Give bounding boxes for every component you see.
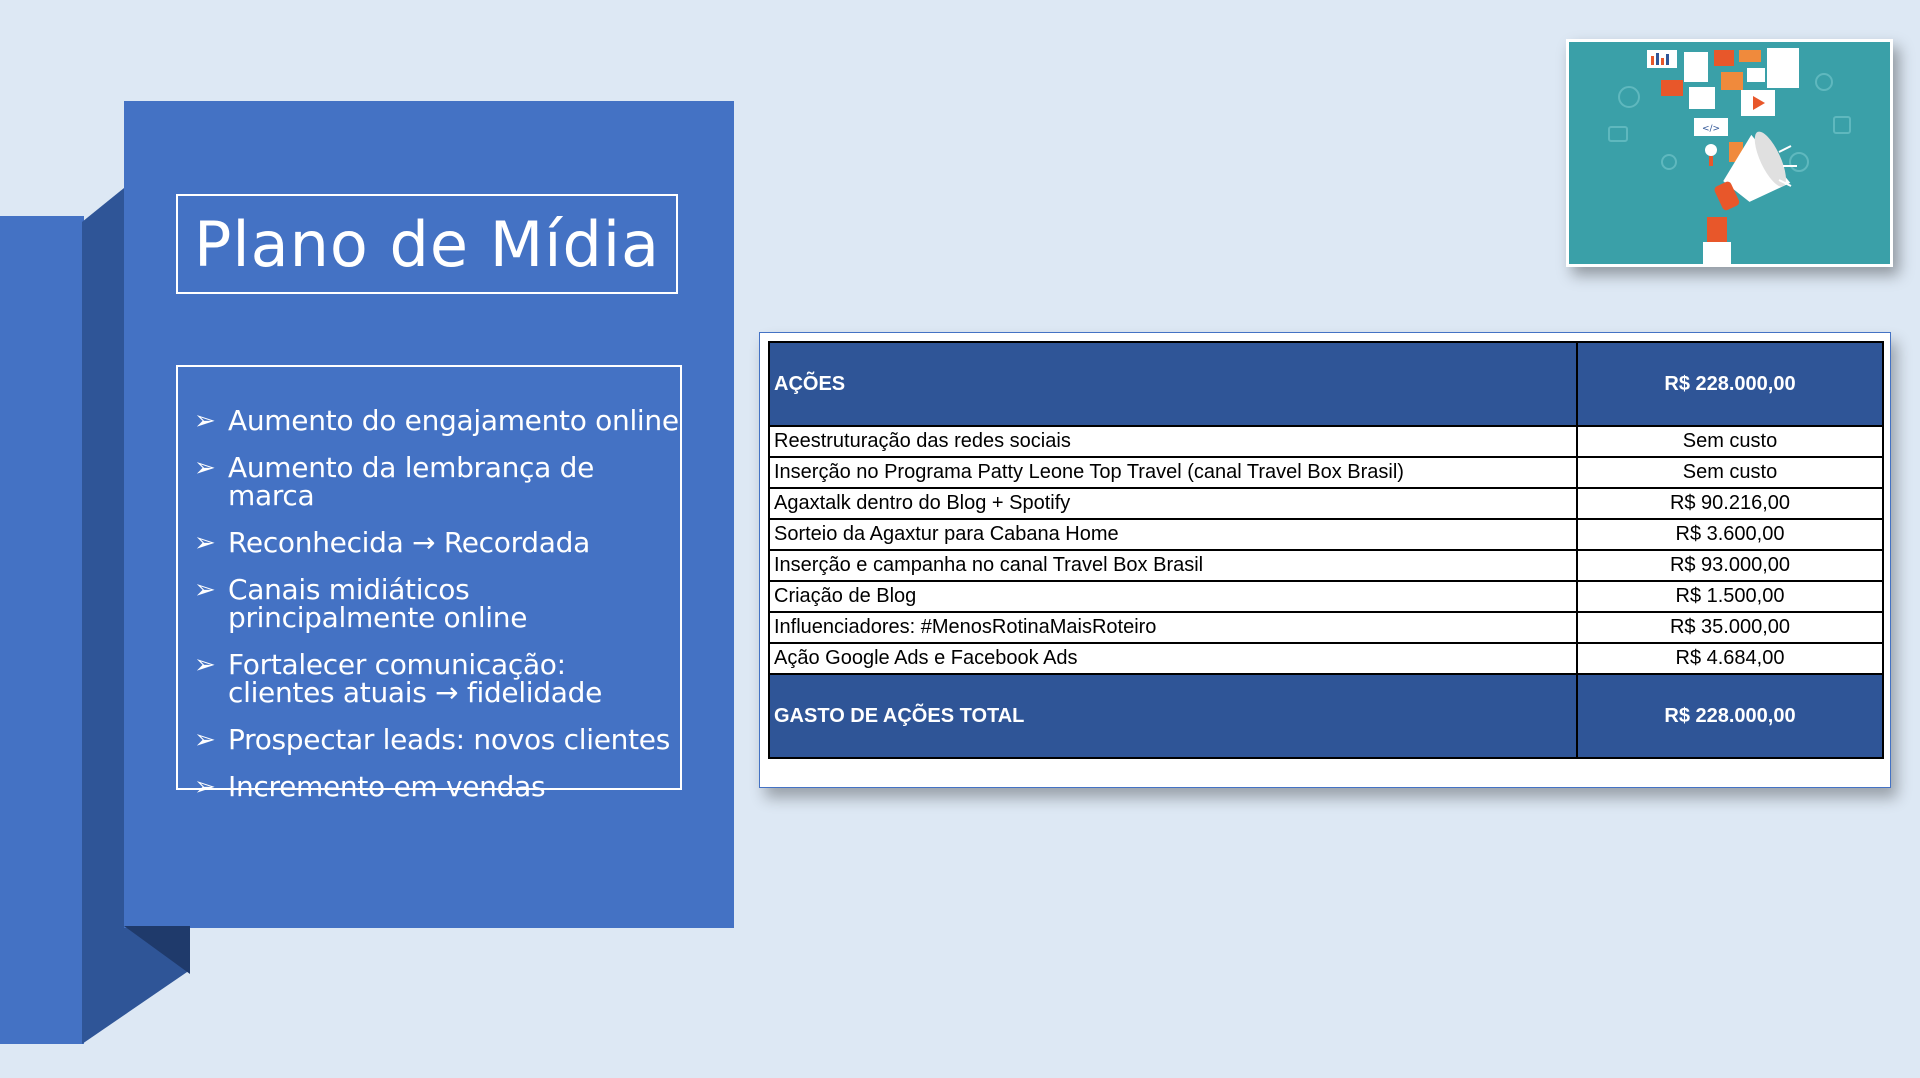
svg-text:</>: </> xyxy=(1701,124,1721,134)
bullet-item xyxy=(194,770,680,803)
table-row xyxy=(769,426,1883,457)
arrow-bullet-icon: ➢ xyxy=(194,453,216,483)
row-value: R$ 1.500,00 xyxy=(1577,581,1883,612)
table-row xyxy=(769,457,1883,488)
row-value: R$ 3.600,00 xyxy=(1577,519,1883,550)
marketing-thumbnail xyxy=(1566,39,1893,267)
bullet-text: Aumento da lembrança de marca xyxy=(228,451,595,512)
arrow-bullet-icon: ➢ xyxy=(194,528,216,558)
table-row xyxy=(769,612,1883,643)
table-row xyxy=(769,581,1883,612)
table-row xyxy=(769,643,1883,674)
bullet-item xyxy=(194,573,680,634)
total-label-cell: GASTO DE AÇÕES TOTAL xyxy=(769,674,1577,758)
bullet-text: Aumento do engajamento online xyxy=(228,404,679,437)
header-label-cell: AÇÕES xyxy=(769,342,1577,426)
title-box xyxy=(176,194,678,294)
bullet-item xyxy=(194,723,680,756)
table-total-row xyxy=(769,674,1883,758)
row-label: Agaxtalk dentro do Blog + Spotify xyxy=(769,488,1577,519)
actions-table-frame xyxy=(759,332,1891,788)
bullet-list-box xyxy=(176,365,682,803)
row-value: Sem custo xyxy=(1577,426,1883,457)
row-value: Sem custo xyxy=(1577,457,1883,488)
row-value: R$ 90.216,00 xyxy=(1577,488,1883,519)
bullet-item xyxy=(194,404,680,437)
megaphone-marketing-icon xyxy=(1569,42,1890,264)
row-label: Influenciadores: #MenosRotinaMaisRoteiro xyxy=(769,612,1577,643)
row-label: Reestruturação das redes sociais xyxy=(769,426,1577,457)
bullet-text: Canais midiáticos principalmente online xyxy=(228,573,528,634)
bullet-text: Reconhecida → Recordada xyxy=(228,526,590,559)
banner-fold-back xyxy=(0,216,84,1044)
arrow-bullet-icon: ➢ xyxy=(194,650,216,680)
row-value: R$ 35.000,00 xyxy=(1577,612,1883,643)
header-value-cell: R$ 228.000,00 xyxy=(1577,342,1883,426)
actions-table xyxy=(768,341,1884,759)
arrow-bullet-icon: ➢ xyxy=(194,406,216,436)
bullet-item xyxy=(194,648,680,709)
row-label: Criação de Blog xyxy=(769,581,1577,612)
row-value: R$ 4.684,00 xyxy=(1577,643,1883,674)
bullet-text: Incremento em vendas xyxy=(228,770,546,803)
slide-title: Plano de Mídia xyxy=(194,207,661,281)
bullet-text: Fortalecer comunicação: clientes atuais → fidelidade xyxy=(228,648,603,709)
row-label: Inserção no Programa Patty Leone Top Travel (canal Travel Box Brasil) xyxy=(769,457,1577,488)
bullet-item xyxy=(194,451,680,512)
row-label: Ação Google Ads e Facebook Ads xyxy=(769,643,1577,674)
table-header-row xyxy=(769,342,1883,426)
bullet-list xyxy=(178,367,680,801)
table-row xyxy=(769,488,1883,519)
arrow-bullet-icon: ➢ xyxy=(194,575,216,605)
bullet-text: Prospectar leads: novos clientes xyxy=(228,723,670,756)
table-row xyxy=(769,519,1883,550)
arrow-bullet-icon: ➢ xyxy=(194,725,216,755)
table-row xyxy=(769,550,1883,581)
bullet-item xyxy=(194,526,680,559)
row-label: Inserção e campanha no canal Travel Box Brasil xyxy=(769,550,1577,581)
arrow-bullet-icon: ➢ xyxy=(194,772,216,802)
row-value: R$ 93.000,00 xyxy=(1577,550,1883,581)
total-value-cell: R$ 228.000,00 xyxy=(1577,674,1883,758)
row-label: Sorteio da Agaxtur para Cabana Home xyxy=(769,519,1577,550)
